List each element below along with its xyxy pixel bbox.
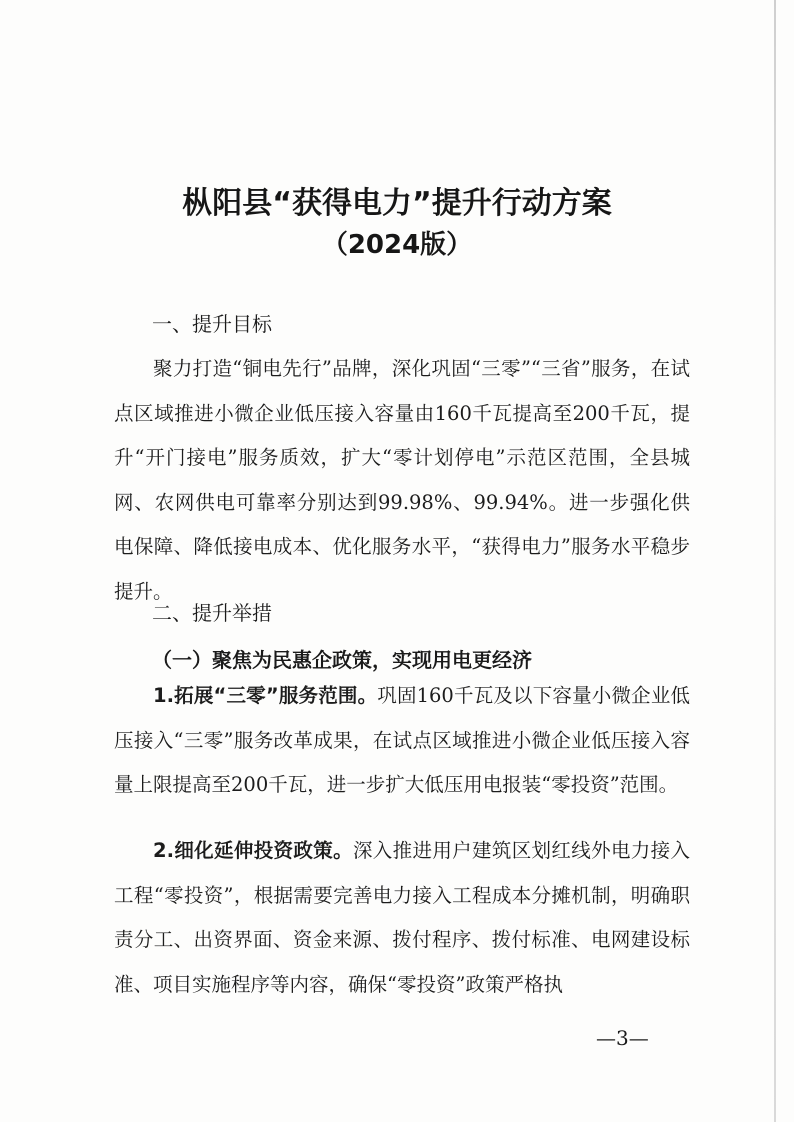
section-goals-paragraph: 聚力打造“铜电先行”品牌，深化巩固“三零”“三省”服务，在试点区域推进小微企业低压接入容量由160千瓦提高至200千瓦，提升“开门接电”服务质效，扩大“零计划停电”示范区范围，全县城网、农网供电可靠率分别达到99.98%、99.94%。进一步强化供电保障、降低接电成本、优化服务水平，“获得电力”服务水平稳步提升。 (114, 357, 690, 603)
measure-item-2-lead: 2.细化延伸投资政策。 (153, 839, 353, 862)
scan-edge (774, 0, 776, 1122)
section-heading-measures: 二、提升举措 (152, 601, 272, 625)
measure-item-1-lead: 1.拓展“三零”服务范围。 (153, 684, 378, 707)
measure-item-2 (114, 829, 690, 1007)
subsection-heading-policy: （一）聚焦为民惠企政策，实现用电更经济 (152, 648, 532, 672)
document-title: 枞阳县“获得电力”提升行动方案 (182, 186, 612, 221)
document-subtitle: （2024版） (321, 230, 473, 260)
page-number: —3— (596, 1026, 649, 1050)
measure-item-2-text: 深入推进用户建筑区划红线外电力接入工程“零投资”，根据需要完善电力接入工程成本分摊机制，明确职责分工、出资界面、资金来源、拨付程序、拨付标准、电网建设标准、项目实施程序等内容，确保“零投资”政策严格执 (114, 839, 690, 996)
measure-item-1-text: 巩固160千瓦及以下容量小微企业低压接入“三零”服务改革成果，在试点区域推进小微企业低压接入容量上限提高至200千瓦，进一步扩大低压用电报装“零投资”范围。 (114, 684, 690, 796)
section-heading-goals: 一、提升目标 (152, 312, 272, 336)
measure-item-1 (114, 674, 690, 808)
